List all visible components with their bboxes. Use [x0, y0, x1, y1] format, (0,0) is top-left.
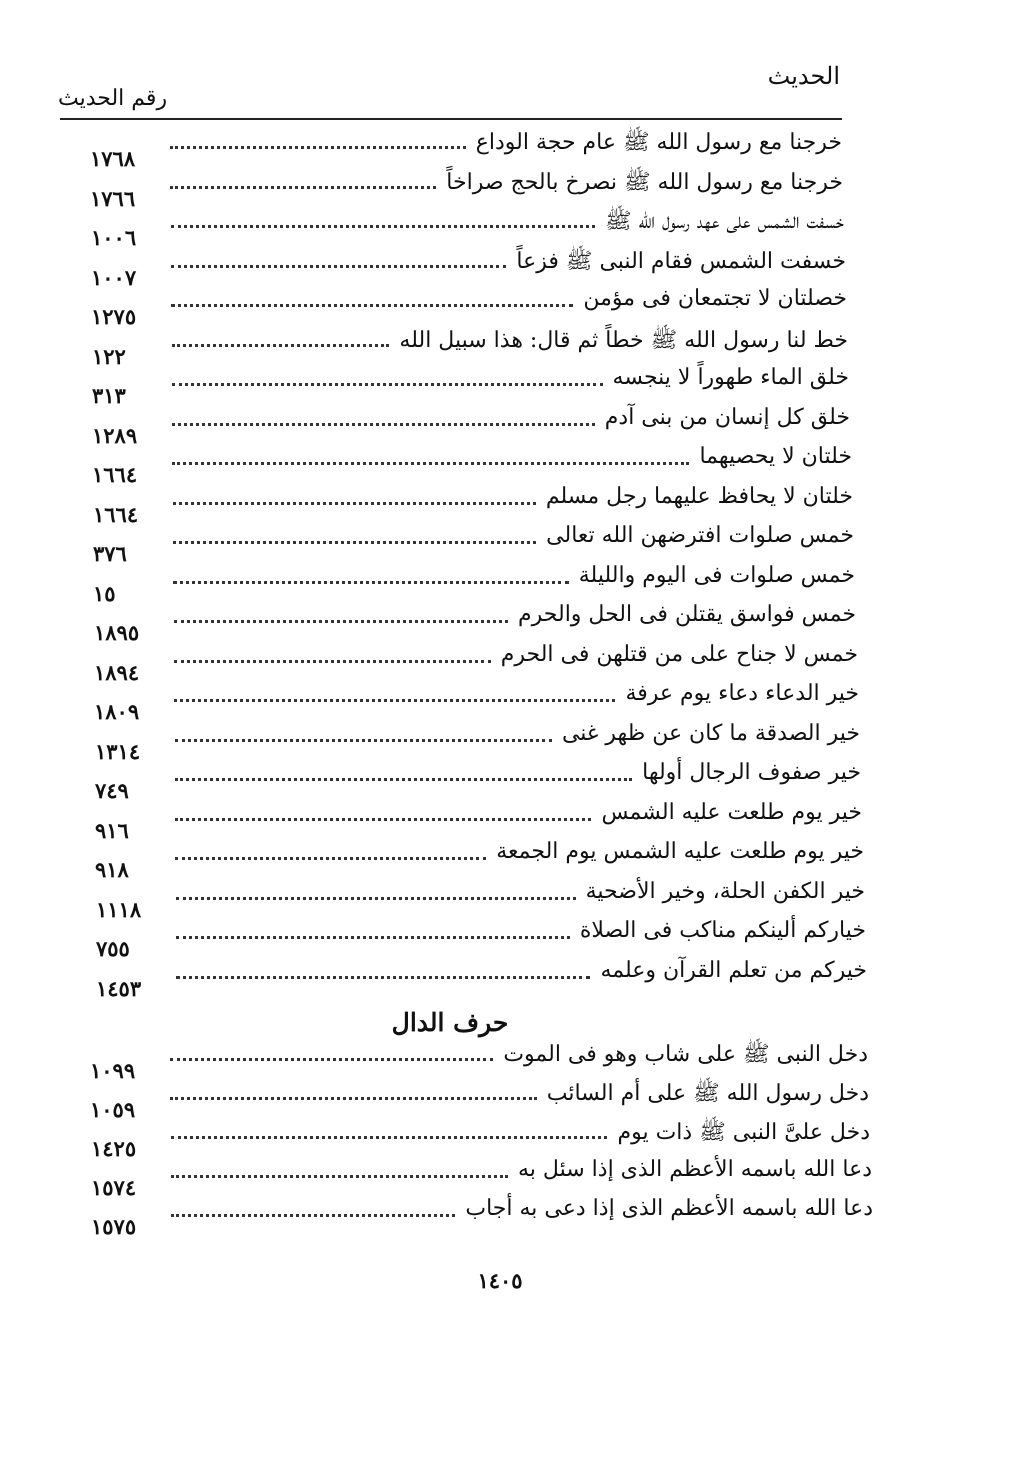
leader-dots [170, 186, 436, 189]
hadith-number: ١٦٦٤ [93, 501, 139, 527]
leader-dots [171, 1214, 455, 1217]
hadith-number: ١٧٦٦ [90, 185, 136, 211]
hadith-text: خياركم ألينكم مناكب فى الصلاة [576, 918, 866, 943]
leader-dots [174, 699, 615, 702]
hadith-number: ١٠٩٩ [90, 1058, 136, 1083]
hadith-number: ٧٤٩ [95, 778, 129, 803]
hadith-number: ١٠٥٩ [90, 1097, 136, 1122]
hadith-text: خير الصدقة ما كان عن ظهر غنى [558, 721, 860, 746]
hadith-number: ١٢٨٩ [92, 422, 138, 448]
index-entry [90, 128, 842, 172]
hadith-number: ٩١٨ [95, 857, 129, 882]
hadith-number: ١٠٠٧ [91, 264, 137, 290]
hadith-number: ١٨٠٩ [94, 699, 140, 724]
hadith-text: دعا الله باسمه الأعظم الذى إذا سئل به [514, 1157, 872, 1182]
hadith-text: خسفت الشمس على عهد رسول الله ﷺ [601, 207, 844, 239]
hadith-number: ١٨٩٥ [94, 620, 140, 645]
leader-dots [175, 739, 552, 742]
column-header-hadith-number: رقم الحديث [58, 86, 168, 111]
leader-dots [176, 897, 576, 900]
index-entry [92, 365, 849, 409]
index-entry [91, 1196, 873, 1240]
index-entry [93, 484, 853, 528]
leader-dots [171, 304, 573, 307]
hadith-number: ١١١٨ [96, 896, 142, 922]
hadith-text: خمس لا جناح على من قتلهن فى الحرم [497, 642, 858, 667]
hadith-text: خيركم من تعلم القرآن وعلمه [596, 958, 867, 983]
hadith-number: ١٢٢ [92, 343, 126, 369]
hadith-number: ١٤٥٣ [96, 975, 142, 1001]
hadith-number: ١٣١٤ [95, 738, 141, 764]
hadith-text: خصلتان لا تجتمعان فى مؤمن [579, 286, 847, 311]
leader-dots [172, 383, 603, 386]
section-title: حرف الدال [391, 1008, 509, 1037]
index-entry [91, 247, 846, 291]
hadith-text: خرجنا مع رسول الله ﷺ عام حجة الوداع [472, 128, 842, 160]
index-entry [90, 168, 843, 212]
leader-dots [170, 1058, 493, 1061]
leader-dots [170, 1097, 537, 1100]
index-entry [94, 642, 858, 686]
hadith-text: دخل علىَّ النبى ﷺ ذات يوم [613, 1118, 870, 1150]
leader-dots [173, 581, 569, 584]
hadith-text: خط لنا رسول الله ﷺ خطاً ثم قال: هذا سبيل الله [395, 326, 848, 358]
hadith-text: دعا الله باسمه الأعظم الذى إذا دعى به أجاب [461, 1196, 873, 1221]
index-entry [91, 207, 844, 251]
index-entry [91, 286, 847, 330]
hadith-number: ١٨٩٤ [94, 659, 140, 685]
index-entry [91, 1118, 870, 1162]
hadith-text: خسفت الشمس فقام النبى ﷺ فزعاً [512, 247, 846, 279]
leader-dots [171, 1175, 508, 1178]
leader-dots [176, 976, 590, 979]
hadith-number: ٣٧٦ [93, 541, 127, 566]
hadith-text: خير الدعاء دعاء يوم عرفة [621, 681, 859, 706]
leader-dots [171, 225, 595, 228]
leader-dots [174, 620, 508, 623]
leader-dots [174, 660, 491, 663]
hadith-number: ١٤٢٥ [91, 1136, 137, 1161]
index-entry [90, 1040, 868, 1084]
hadith-text: دخل النبى ﷺ على شاب وهو فى الموت [499, 1040, 868, 1072]
leader-dots [173, 502, 536, 505]
hadith-text: خلتان لا يحصيهما [695, 444, 852, 469]
index-entry [92, 326, 848, 370]
index-entry [92, 444, 852, 488]
hadith-text: خير صفوف الرجال أولها [638, 760, 861, 785]
hadith-text: دخل رسول الله ﷺ على أم السائب [543, 1079, 869, 1111]
index-entry [95, 839, 864, 883]
index-entry [93, 523, 854, 567]
hadith-text: خلق كل إنسان من بنى آدم [601, 405, 850, 430]
index-entry [93, 563, 855, 607]
index-entry [91, 1157, 872, 1201]
leader-dots [171, 265, 506, 268]
column-header-hadith: الحديث [767, 62, 840, 90]
index-entry [96, 918, 866, 962]
hadith-text: خمس فواسق يقتلن فى الحل والحرم [514, 602, 856, 627]
hadith-number: ٧٥٥ [96, 936, 130, 961]
leader-dots [172, 344, 389, 347]
hadith-number: ١٥ [93, 580, 116, 606]
leader-dots [171, 1136, 607, 1139]
index-entry [95, 800, 862, 844]
index-entry [95, 721, 860, 765]
leader-dots [176, 936, 570, 939]
hadith-text: خلتان لا يحافظ عليهما رجل مسلم [542, 484, 853, 509]
hadith-text: خير يوم طلعت عليه الشمس يوم الجمعة [492, 839, 864, 864]
hadith-number: ٩١٦ [95, 817, 129, 843]
leader-dots [172, 423, 595, 426]
index-entry [94, 602, 856, 646]
hadith-text: خرجنا مع رسول الله ﷺ نصرخ بالحج صراخاً [442, 168, 843, 200]
hadith-number: ١٦٦٤ [92, 462, 138, 487]
index-entry [94, 681, 859, 725]
leader-dots [175, 857, 486, 860]
header-divider [60, 118, 842, 120]
leader-dots [172, 462, 689, 465]
index-entry [92, 405, 850, 449]
leader-dots [173, 541, 536, 544]
hadith-text: خير يوم طلعت عليه الشمس [597, 800, 862, 825]
index-entry [96, 958, 867, 1002]
hadith-text: خلق الماء طهوراً لا ينجسه [609, 365, 849, 390]
hadith-number: ١٢٧٥ [91, 304, 137, 329]
hadith-number: ١٠٠٦ [91, 225, 137, 250]
page-number: ١٤٠٥ [477, 1268, 523, 1293]
hadith-number: ١٥٧٤ [91, 1175, 137, 1200]
hadith-text: خمس صلوات فى اليوم والليلة [575, 563, 855, 588]
leader-dots [175, 778, 632, 781]
hadith-number: ٣١٣ [92, 383, 126, 408]
index-entry [96, 879, 865, 923]
hadith-number: ١٥٧٥ [91, 1214, 137, 1239]
index-entry [90, 1079, 869, 1123]
leader-dots [170, 146, 466, 149]
hadith-text: خمس صلوات افترضهن الله تعالى [542, 523, 854, 548]
hadith-text: خير الكفن الحلة، وخير الأضحية [582, 879, 865, 904]
index-entry [95, 760, 861, 804]
hadith-number: ١٧٦٨ [90, 146, 136, 171]
leader-dots [175, 818, 591, 821]
